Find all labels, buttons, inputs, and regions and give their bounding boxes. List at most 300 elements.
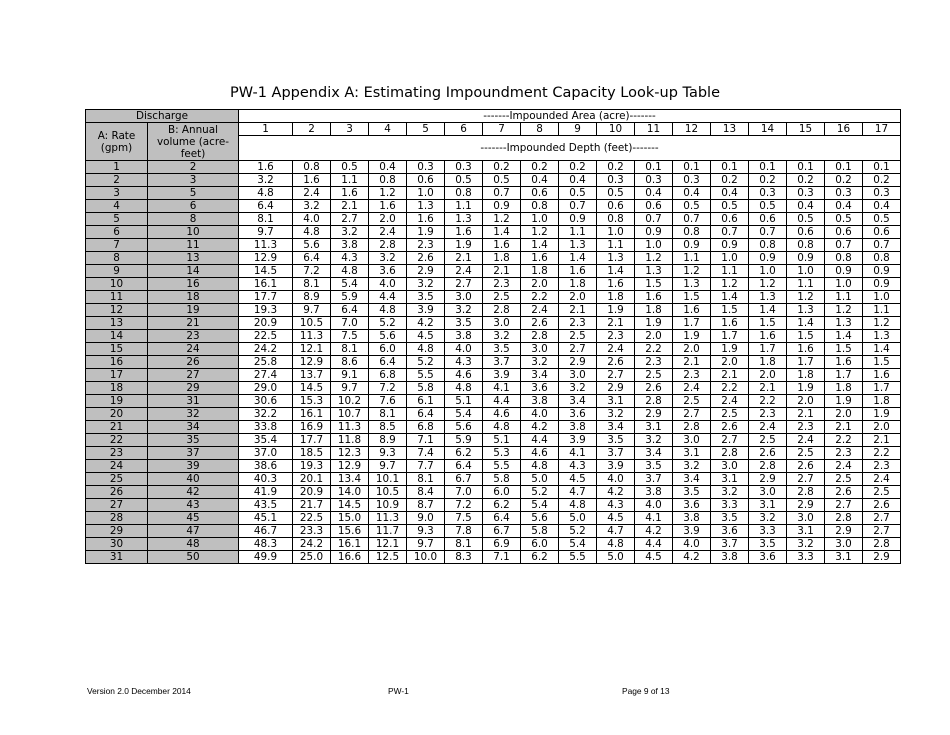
depth-cell: 9.3: [407, 525, 445, 538]
volume-cell: 34: [148, 421, 239, 434]
rate-cell: 29: [86, 525, 148, 538]
depth-cell: 2.9: [863, 551, 901, 564]
depth-cell: 8.3: [445, 551, 483, 564]
depth-cell: 0.2: [825, 174, 863, 187]
depth-cell: 1.6: [787, 343, 825, 356]
depth-cell: 7.1: [407, 434, 445, 447]
depth-cell: 22.5: [239, 330, 293, 343]
page-title: PW-1 Appendix A: Estimating Impoundment Capacity Look-up Table: [230, 85, 720, 101]
depth-cell: 4.8: [597, 538, 635, 551]
depth-cell: 3.2: [407, 278, 445, 291]
table-row: [86, 304, 901, 317]
depth-cell: 2.2: [635, 343, 673, 356]
depth-cell: 2.3: [787, 421, 825, 434]
depth-cell: 3.4: [521, 369, 559, 382]
depth-cell: 2.8: [825, 512, 863, 525]
depth-cell: 3.7: [483, 356, 521, 369]
depth-cell: 0.5: [711, 200, 749, 213]
depth-cell: 2.0: [863, 421, 901, 434]
depth-cell: 2.9: [407, 265, 445, 278]
depth-cell: 0.5: [331, 161, 369, 174]
depth-cell: 6.7: [483, 525, 521, 538]
depth-cell: 5.5: [483, 460, 521, 473]
rate-cell: 20: [86, 408, 148, 421]
depth-cell: 3.9: [559, 434, 597, 447]
depth-cell: 0.6: [407, 174, 445, 187]
depth-cell: 0.3: [825, 187, 863, 200]
depth-cell: 7.4: [407, 447, 445, 460]
depth-cell: 5.8: [407, 382, 445, 395]
depth-cell: 0.9: [559, 213, 597, 226]
depth-cell: 3.5: [483, 343, 521, 356]
depth-cell: 1.6: [445, 226, 483, 239]
depth-cell: 2.3: [597, 330, 635, 343]
volume-cell: 24: [148, 343, 239, 356]
depth-cell: 33.8: [239, 421, 293, 434]
volume-cell: 13: [148, 252, 239, 265]
depth-cell: 3.1: [635, 421, 673, 434]
depth-cell: 3.6: [369, 265, 407, 278]
depth-cell: 1.8: [635, 304, 673, 317]
depth-cell: 0.7: [749, 226, 787, 239]
depth-cell: 1.9: [635, 317, 673, 330]
depth-cell: 7.8: [445, 525, 483, 538]
area-header-cell: 14: [749, 123, 787, 136]
depth-cell: 2.4: [673, 382, 711, 395]
depth-cell: 3.3: [711, 499, 749, 512]
table-row: [86, 213, 901, 226]
volume-cell: 32: [148, 408, 239, 421]
depth-cell: 1.8: [787, 369, 825, 382]
impoundment-lookup-table: [85, 109, 901, 564]
depth-cell: 4.8: [293, 226, 331, 239]
depth-cell: 2.6: [407, 252, 445, 265]
depth-cell: 3.2: [293, 200, 331, 213]
area-header-cell: 4: [369, 123, 407, 136]
depth-cell: 5.8: [521, 525, 559, 538]
depth-cell: 21.7: [293, 499, 331, 512]
table-row: [86, 265, 901, 278]
depth-cell: 0.1: [711, 161, 749, 174]
depth-cell: 6.2: [445, 447, 483, 460]
depth-cell: 0.7: [635, 213, 673, 226]
depth-cell: 12.5: [369, 551, 407, 564]
rate-cell: 12: [86, 304, 148, 317]
depth-cell: 6.0: [483, 486, 521, 499]
depth-cell: 1.8: [597, 291, 635, 304]
depth-cell: 0.2: [749, 174, 787, 187]
depth-cell: 3.0: [787, 512, 825, 525]
volume-cell: 50: [148, 551, 239, 564]
depth-cell: 6.9: [483, 538, 521, 551]
area-header-cell: 11: [635, 123, 673, 136]
depth-cell: 1.3: [597, 252, 635, 265]
depth-cell: 3.2: [711, 486, 749, 499]
depth-cell: 2.6: [787, 460, 825, 473]
depth-cell: 2.4: [293, 187, 331, 200]
depth-cell: 8.1: [369, 408, 407, 421]
depth-cell: 0.2: [711, 174, 749, 187]
depth-cell: 2.1: [673, 356, 711, 369]
depth-cell: 1.0: [635, 239, 673, 252]
depth-cell: 10.1: [369, 473, 407, 486]
depth-cell: 2.7: [787, 473, 825, 486]
depth-cell: 0.9: [825, 265, 863, 278]
depth-cell: 1.1: [863, 304, 901, 317]
depth-cell: 3.3: [749, 525, 787, 538]
depth-cell: 3.0: [711, 460, 749, 473]
depth-cell: 12.3: [331, 447, 369, 460]
depth-cell: 3.7: [597, 447, 635, 460]
depth-cell: 17.7: [293, 434, 331, 447]
depth-cell: 3.0: [483, 317, 521, 330]
depth-cell: 0.9: [673, 239, 711, 252]
depth-cell: 3.2: [749, 512, 787, 525]
table-row: [86, 434, 901, 447]
depth-cell: 1.2: [711, 278, 749, 291]
depth-cell: 3.5: [445, 317, 483, 330]
depth-cell: 0.3: [749, 187, 787, 200]
area-header-cell: 13: [711, 123, 749, 136]
depth-cell: 1.9: [445, 239, 483, 252]
depth-cell: 3.8: [673, 512, 711, 525]
depth-cell: 4.7: [597, 525, 635, 538]
depth-cell: 1.2: [369, 187, 407, 200]
depth-cell: 3.5: [673, 486, 711, 499]
depth-cell: 0.8: [293, 161, 331, 174]
depth-cell: 3.5: [407, 291, 445, 304]
depth-cell: 40.3: [239, 473, 293, 486]
depth-cell: 2.9: [825, 525, 863, 538]
depth-cell: 2.5: [825, 473, 863, 486]
depth-cell: 0.4: [635, 187, 673, 200]
depth-cell: 8.1: [239, 213, 293, 226]
depth-cell: 3.5: [635, 460, 673, 473]
area-header-cell: 3: [331, 123, 369, 136]
depth-cell: 2.3: [483, 278, 521, 291]
depth-cell: 5.5: [559, 551, 597, 564]
depth-cell: 2.0: [559, 291, 597, 304]
depth-cell: 5.6: [369, 330, 407, 343]
depth-cell: 0.8: [445, 187, 483, 200]
depth-cell: 4.3: [445, 356, 483, 369]
volume-cell: 42: [148, 486, 239, 499]
depth-cell: 0.5: [597, 187, 635, 200]
depth-cell: 4.2: [597, 486, 635, 499]
depth-cell: 5.4: [445, 408, 483, 421]
depth-cell: 4.8: [407, 343, 445, 356]
depth-cell: 0.8: [749, 239, 787, 252]
table-body: [86, 161, 901, 564]
depth-cell: 1.4: [711, 291, 749, 304]
depth-cell: 2.3: [863, 460, 901, 473]
volume-cell: 29: [148, 382, 239, 395]
depth-cell: 0.2: [787, 174, 825, 187]
depth-cell: 4.5: [559, 473, 597, 486]
rate-cell: 10: [86, 278, 148, 291]
footer-doc-id: PW-1: [388, 686, 409, 696]
rate-cell: 8: [86, 252, 148, 265]
volume-cell: 47: [148, 525, 239, 538]
depth-cell: 0.1: [749, 161, 787, 174]
depth-cell: 4.0: [521, 408, 559, 421]
depth-cell: 0.2: [559, 161, 597, 174]
depth-cell: 3.0: [825, 538, 863, 551]
depth-cell: 1.0: [521, 213, 559, 226]
table-row: [86, 538, 901, 551]
depth-cell: 2.5: [787, 447, 825, 460]
depth-cell: 0.9: [787, 252, 825, 265]
table-row: [86, 486, 901, 499]
volume-cell: 31: [148, 395, 239, 408]
depth-cell: 11.8: [331, 434, 369, 447]
rate-cell: 9: [86, 265, 148, 278]
depth-cell: 1.6: [863, 369, 901, 382]
volume-cell: 19: [148, 304, 239, 317]
depth-cell: 1.6: [293, 174, 331, 187]
depth-cell: 2.7: [863, 512, 901, 525]
depth-cell: 1.6: [635, 291, 673, 304]
depth-cell: 2.5: [483, 291, 521, 304]
volume-cell: 10: [148, 226, 239, 239]
depth-cell: 4.7: [559, 486, 597, 499]
depth-cell: 2.4: [825, 460, 863, 473]
area-values-row: [86, 123, 901, 136]
depth-cell: 3.2: [635, 434, 673, 447]
rate-cell: 27: [86, 499, 148, 512]
depth-cell: 20.1: [293, 473, 331, 486]
depth-cell: 14.5: [239, 265, 293, 278]
depth-cell: 1.7: [825, 369, 863, 382]
depth-cell: 2.0: [711, 356, 749, 369]
depth-cell: 0.2: [597, 161, 635, 174]
depth-cell: 2.4: [863, 473, 901, 486]
depth-cell: 9.7: [239, 226, 293, 239]
rate-cell: 22: [86, 434, 148, 447]
depth-cell: 6.7: [445, 473, 483, 486]
depth-cell: 1.6: [559, 265, 597, 278]
depth-cell: 7.0: [445, 486, 483, 499]
depth-cell: 1.0: [407, 187, 445, 200]
depth-cell: 2.8: [521, 330, 559, 343]
depth-cell: 1.8: [559, 278, 597, 291]
depth-cell: 7.5: [331, 330, 369, 343]
depth-cell: 0.8: [825, 252, 863, 265]
depth-cell: 1.0: [749, 265, 787, 278]
table-row: [86, 330, 901, 343]
depth-cell: 5.2: [369, 317, 407, 330]
depth-cell: 2.3: [749, 408, 787, 421]
volume-cell: 45: [148, 512, 239, 525]
depth-cell: 9.7: [407, 538, 445, 551]
depth-cell: 3.2: [483, 330, 521, 343]
depth-cell: 5.0: [521, 473, 559, 486]
depth-cell: 1.6: [825, 356, 863, 369]
depth-cell: 5.6: [521, 512, 559, 525]
discharge-header: Discharge: [86, 110, 239, 123]
rate-cell: 26: [86, 486, 148, 499]
depth-cell: 38.6: [239, 460, 293, 473]
depth-cell: 2.0: [635, 330, 673, 343]
table-row: [86, 421, 901, 434]
depth-cell: 1.7: [749, 343, 787, 356]
depth-cell: 3.8: [635, 486, 673, 499]
depth-cell: 15.0: [331, 512, 369, 525]
area-header-cell: 8: [521, 123, 559, 136]
depth-cell: 2.1: [749, 382, 787, 395]
depth-cell: 5.0: [559, 512, 597, 525]
depth-cell: 4.8: [483, 421, 521, 434]
depth-cell: 0.7: [673, 213, 711, 226]
depth-cell: 0.4: [825, 200, 863, 213]
depth-cell: 12.9: [239, 252, 293, 265]
depth-cell: 0.4: [559, 174, 597, 187]
depth-cell: 1.2: [749, 278, 787, 291]
volume-cell: 8: [148, 213, 239, 226]
depth-cell: 1.1: [559, 226, 597, 239]
depth-cell: 1.4: [825, 330, 863, 343]
depth-cell: 2.7: [711, 434, 749, 447]
depth-cell: 4.0: [635, 499, 673, 512]
depth-cell: 2.1: [483, 265, 521, 278]
depth-cell: 9.1: [331, 369, 369, 382]
depth-cell: 1.5: [787, 330, 825, 343]
depth-cell: 2.0: [749, 369, 787, 382]
depth-cell: 11.3: [239, 239, 293, 252]
depth-cell: 1.4: [559, 252, 597, 265]
depth-cell: 2.1: [825, 421, 863, 434]
table-row: [86, 278, 901, 291]
depth-cell: 2.6: [825, 486, 863, 499]
depth-cell: 1.1: [597, 239, 635, 252]
depth-cell: 5.1: [445, 395, 483, 408]
area-header-cell: 2: [293, 123, 331, 136]
depth-cell: 3.6: [559, 408, 597, 421]
depth-cell: 4.3: [331, 252, 369, 265]
depth-cell: 4.2: [407, 317, 445, 330]
depth-cell: 18.5: [293, 447, 331, 460]
depth-cell: 6.0: [369, 343, 407, 356]
depth-cell: 1.6: [521, 252, 559, 265]
depth-cell: 0.5: [825, 213, 863, 226]
depth-cell: 1.3: [863, 330, 901, 343]
depth-cell: 5.4: [521, 499, 559, 512]
depth-cell: 8.9: [293, 291, 331, 304]
depth-cell: 2.1: [445, 252, 483, 265]
volume-cell: 14: [148, 265, 239, 278]
depth-cell: 0.5: [483, 174, 521, 187]
depth-cell: 2.4: [711, 395, 749, 408]
depth-cell: 12.1: [293, 343, 331, 356]
depth-cell: 37.0: [239, 447, 293, 460]
depth-cell: 2.1: [597, 317, 635, 330]
depth-cell: 2.8: [749, 460, 787, 473]
depth-cell: 0.7: [863, 239, 901, 252]
depth-cell: 0.4: [369, 161, 407, 174]
depth-cell: 11.7: [369, 525, 407, 538]
depth-cell: 1.1: [331, 174, 369, 187]
footer-page-number: Page 9 of 13: [622, 686, 670, 696]
depth-cell: 5.5: [407, 369, 445, 382]
rate-cell: 18: [86, 382, 148, 395]
depth-cell: 2.6: [863, 499, 901, 512]
depth-cell: 0.3: [787, 187, 825, 200]
depth-cell: 4.2: [635, 525, 673, 538]
depth-cell: 2.1: [711, 369, 749, 382]
depth-cell: 0.5: [445, 174, 483, 187]
depth-cell: 1.8: [483, 252, 521, 265]
depth-cell: 4.5: [597, 512, 635, 525]
depth-cell: 1.3: [787, 304, 825, 317]
volume-cell: 21: [148, 317, 239, 330]
depth-cell: 4.8: [331, 265, 369, 278]
table-row: [86, 447, 901, 460]
depth-cell: 4.0: [597, 473, 635, 486]
depth-cell: 2.7: [331, 213, 369, 226]
depth-cell: 12.9: [331, 460, 369, 473]
depth-cell: 4.0: [445, 343, 483, 356]
depth-cell: 8.9: [369, 434, 407, 447]
depth-cell: 1.3: [559, 239, 597, 252]
depth-cell: 3.9: [407, 304, 445, 317]
depth-cell: 4.3: [597, 499, 635, 512]
table-row: [86, 408, 901, 421]
table-row: [86, 226, 901, 239]
table-row: [86, 187, 901, 200]
area-header-cell: 5: [407, 123, 445, 136]
depth-cell: 1.2: [673, 265, 711, 278]
depth-cell: 1.4: [749, 304, 787, 317]
depth-cell: 1.9: [597, 304, 635, 317]
depth-cell: 2.7: [863, 525, 901, 538]
depth-cell: 0.1: [635, 161, 673, 174]
depth-cell: 1.1: [825, 291, 863, 304]
depth-cell: 3.5: [597, 434, 635, 447]
depth-cell: 0.6: [787, 226, 825, 239]
depth-cell: 10.2: [331, 395, 369, 408]
rate-cell: 28: [86, 512, 148, 525]
depth-cell: 3.4: [635, 447, 673, 460]
depth-cell: 4.3: [559, 460, 597, 473]
depth-cell: 2.1: [331, 200, 369, 213]
area-header-cell: 9: [559, 123, 597, 136]
depth-cell: 1.7: [787, 356, 825, 369]
depth-cell: 2.2: [521, 291, 559, 304]
depth-cell: 1.9: [673, 330, 711, 343]
depth-cell: 15.3: [293, 395, 331, 408]
depth-cell: 3.4: [597, 421, 635, 434]
depth-cell: 3.2: [239, 174, 293, 187]
depth-cell: 2.2: [863, 447, 901, 460]
depth-cell: 3.6: [673, 499, 711, 512]
depth-cell: 3.6: [749, 551, 787, 564]
depth-cell: 2.8: [673, 421, 711, 434]
depth-cell: 8.1: [293, 278, 331, 291]
depth-cell: 3.5: [711, 512, 749, 525]
rate-cell: 4: [86, 200, 148, 213]
volume-cell: 6: [148, 200, 239, 213]
depth-cell: 1.4: [483, 226, 521, 239]
depth-cell: 49.9: [239, 551, 293, 564]
depth-cell: 2.4: [369, 226, 407, 239]
depth-cell: 2.1: [863, 434, 901, 447]
depth-cell: 0.3: [407, 161, 445, 174]
depth-cell: 0.3: [863, 187, 901, 200]
depth-cell: 6.1: [407, 395, 445, 408]
table-row: [86, 356, 901, 369]
depth-cell: 4.4: [369, 291, 407, 304]
depth-cell: 4.5: [635, 551, 673, 564]
